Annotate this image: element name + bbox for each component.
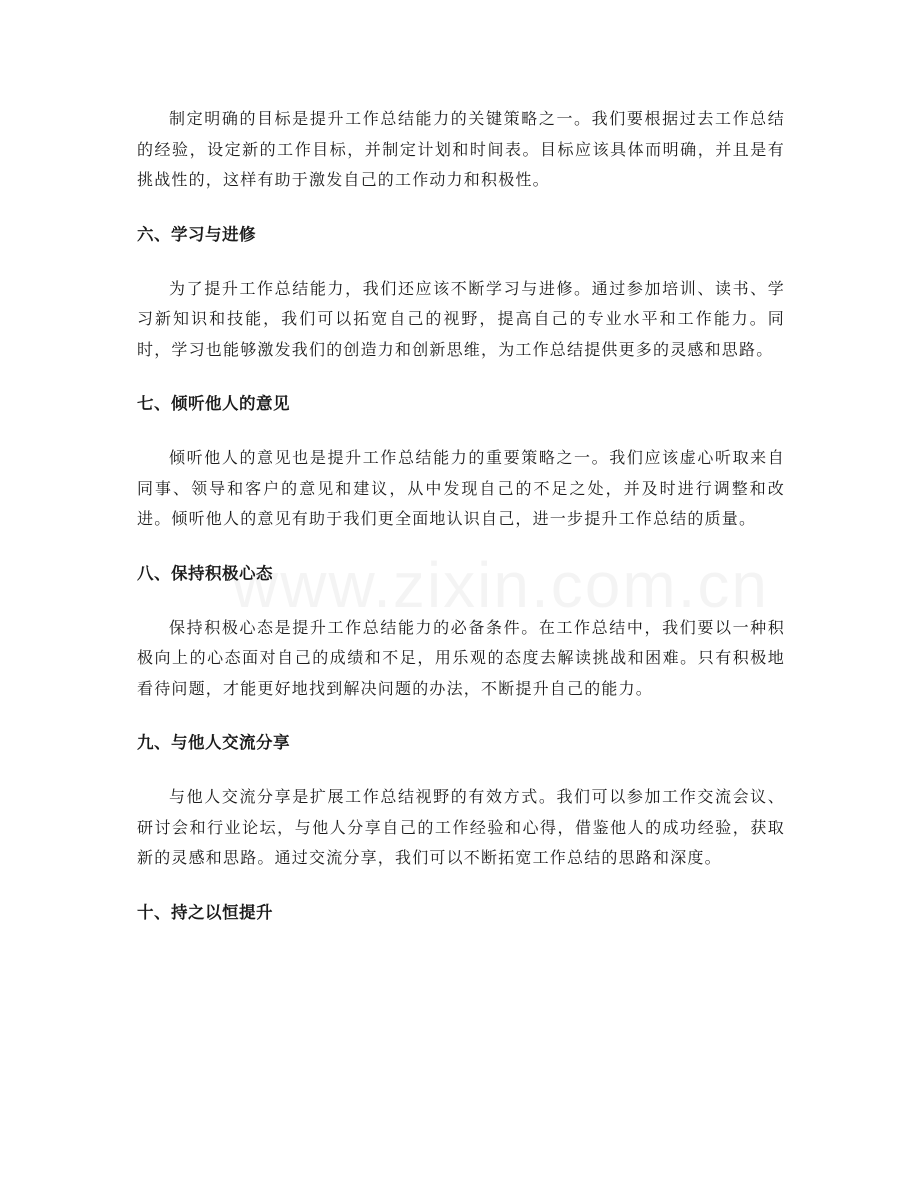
paragraph-goal-setting: 制定明确的目标是提升工作总结能力的关键策略之一。我们要根据过去工作总结的经验，设定新的工作目标，并制定计划和时间表。目标应该具体而明确，并且是有挑战性的，这样有助于激发自己的工作动力和积极性。: [137, 109, 785, 189]
heading-persistence: 十、持之以恒提升: [137, 902, 273, 922]
heading-share: 九、与他人交流分享: [137, 733, 290, 752]
document-body: [137, 104, 785, 952]
paragraph-share: 与他人交流分享是扩展工作总结视野的有效方式。我们可以参加工作交流会议、研讨会和行业论坛，与他人分享自己的工作经验和心得，借鉴他人的成功经验，获取新的灵感和思路。通过交流分享，我们可以不断拓宽工作总结的思路和深度。: [137, 787, 785, 867]
heading-study: 六、学习与进修: [137, 224, 256, 244]
paragraph-listen: 倾听他人的意见也是提升工作总结能力的重要策略之一。我们应该虚心听取来自同事、领导和客户的意见和建议，从中发现自己的不足之处，并及时进行调整和改进。倾听他人的意见有助于我们更全面地认识自己，进一步提升工作总结的质量。: [137, 448, 785, 528]
heading-positive-attitude: 八、保持积极心态: [137, 563, 273, 583]
heading-listen: 七、倾听他人的意见: [137, 394, 290, 413]
paragraph-study: 为了提升工作总结能力，我们还应该不断学习与进修。通过参加培训、读书、学习新知识和技能，我们可以拓宽自己的视野，提高自己的专业水平和工作能力。同时，学习也能够激发我们的创造力和创新思维，为工作总结提供更多的灵感和思路。: [137, 278, 785, 359]
paragraph-positive-attitude: 保持积极心态是提升工作总结能力的必备条件。在工作总结中，我们要以一种积极向上的心态面对自己的成绩和不足，用乐观的态度去解读挑战和困难。只有积极地看待问题，才能更好地找到解决问题的办法，不断提升自己的能力。: [137, 617, 785, 698]
